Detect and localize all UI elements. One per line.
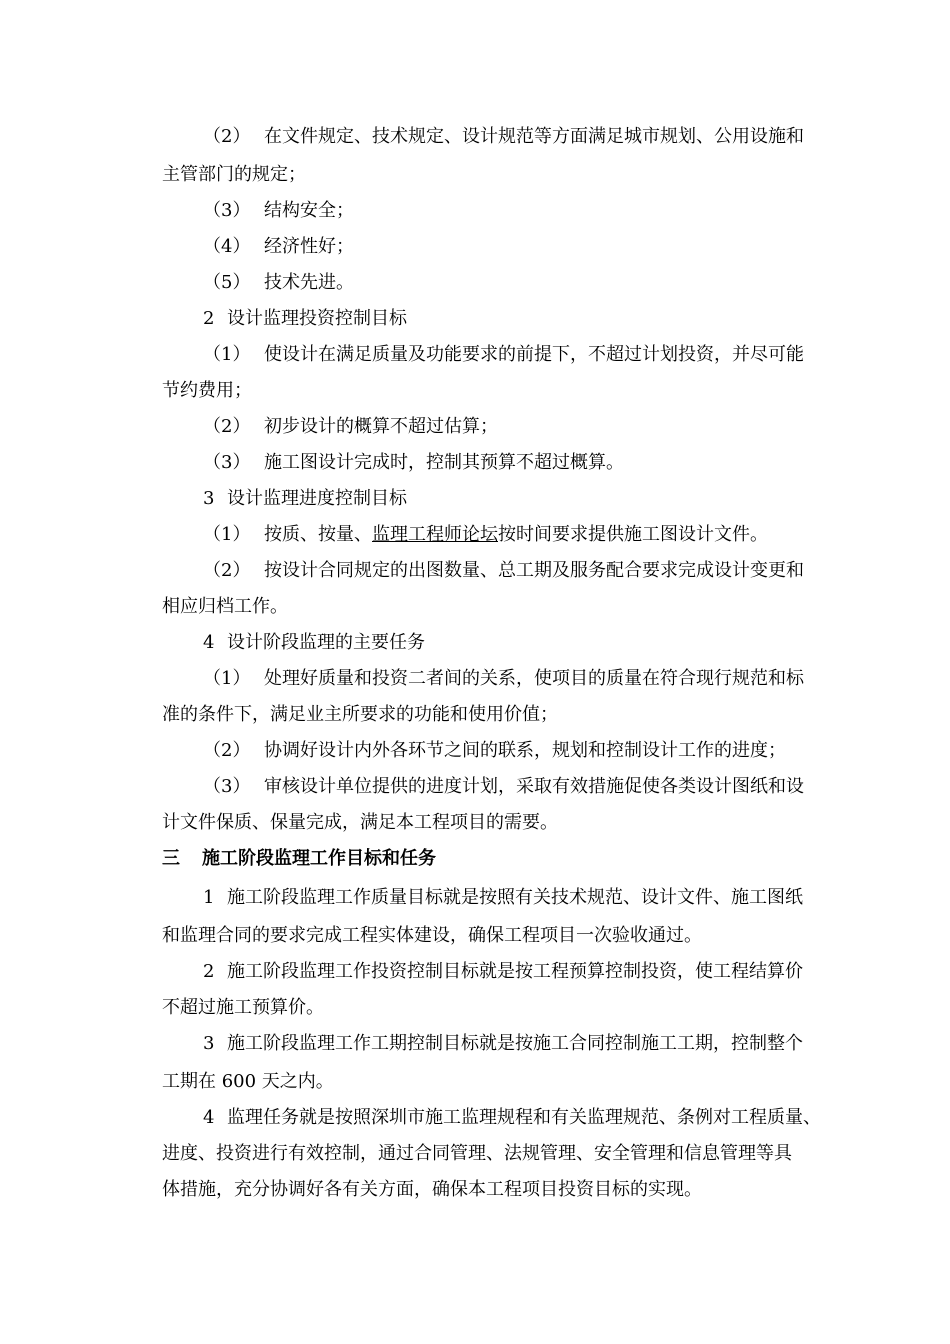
paragraph-text: 施工阶段监理工作投资控制目标就是按工程预算控制投资，使工程结算价 (227, 961, 803, 982)
section-heading (0, 481, 950, 517)
item-number: （1） (203, 344, 251, 365)
section-heading (0, 301, 950, 337)
item-number: （2） (203, 740, 251, 761)
paragraph (0, 954, 950, 990)
item-text: 协调好设计内外各环节之间的联系，规划和控制设计工作的进度； (264, 740, 786, 761)
list-item (0, 229, 950, 265)
item-number: （4） (203, 236, 251, 257)
item-number: （1） (203, 524, 251, 545)
item-text: 结构安全； (264, 200, 354, 221)
chapter-number: 三 (162, 848, 180, 869)
continuation-line (0, 1136, 950, 1172)
continuation-line (0, 1064, 950, 1100)
continuation-line (0, 990, 950, 1026)
chapter-heading (0, 841, 950, 877)
item-number: （3） (203, 452, 251, 473)
section-title: 设计监理投资控制目标 (227, 308, 407, 329)
item-text: 初步设计的概算不超过估算； (264, 416, 498, 437)
item-number: （2） (203, 126, 251, 147)
list-item (0, 337, 950, 373)
continuation-line (0, 157, 950, 193)
continuation-line (0, 697, 950, 733)
item-number: （1） (203, 668, 251, 689)
item-number: 2 (203, 961, 215, 982)
item-text: 准的条件下，满足业主所要求的功能和使用价值； (162, 704, 558, 725)
paragraph-text: 进度、投资进行有效控制，通过合同管理、法规管理、安全管理和信息管理等具 (162, 1143, 792, 1164)
item-number: （5） (203, 272, 251, 293)
item-number: （3） (203, 200, 251, 221)
item-number: （2） (203, 416, 251, 437)
section-title: 设计阶段监理的主要任务 (227, 632, 425, 653)
list-item (0, 445, 950, 481)
item-text: 审核设计单位提供的进度计划，采取有效措施促使各类设计图纸和设 (264, 776, 804, 797)
item-text: 使设计在满足质量及功能要求的前提下，不超过计划投资，并尽可能 (264, 344, 804, 365)
section-number: 2 (203, 308, 215, 329)
item-number: 3 (203, 1033, 215, 1054)
list-item (0, 265, 950, 301)
item-text: 处理好质量和投资二者间的关系，使项目的质量在符合现行规范和标 (264, 668, 804, 689)
paragraph (0, 1100, 950, 1136)
list-item (0, 409, 950, 445)
list-item (0, 517, 950, 553)
section-heading (0, 625, 950, 661)
item-text: 按设计合同规定的出图数量、总工期及服务配合要求完成设计变更和 (264, 560, 804, 581)
section-number: 3 (203, 488, 215, 509)
continuation-line (0, 373, 950, 409)
item-text: 在文件规定、技术规定、设计规范等方面满足城市规划、公用设施和 (264, 126, 804, 147)
paragraph-text: 施工阶段监理工作质量目标就是按照有关技术规范、设计文件、施工图纸 (227, 887, 803, 908)
section-title: 设计监理进度控制目标 (227, 488, 407, 509)
paragraph-text: 监理任务就是按照深圳市施工监理规程和有关监理规范、条例对工程质量、 (227, 1107, 821, 1128)
item-number: （3） (203, 776, 251, 797)
forum-link[interactable]: 监理工程师论坛 (372, 524, 498, 545)
item-text: 主管部门的规定； (162, 164, 306, 185)
continuation-line (0, 918, 950, 954)
item-text: 计文件保质、保量完成，满足本工程项目的需要。 (162, 812, 558, 833)
paragraph (0, 1026, 950, 1062)
list-item (0, 733, 950, 769)
paragraph (0, 880, 950, 916)
item-text: 按时间要求提供施工图设计文件。 (498, 524, 768, 545)
item-text: 按质、按量、 (264, 524, 372, 545)
list-item (0, 193, 950, 229)
list-item (0, 769, 950, 805)
item-text: 相应归档工作。 (162, 596, 288, 617)
item-text: 节约费用； (162, 380, 252, 401)
item-text: 经济性好； (264, 236, 354, 257)
item-text: 施工图设计完成时，控制其预算不超过概算。 (264, 452, 624, 473)
paragraph-text: 工期在 600 天之内。 (162, 1071, 334, 1092)
item-number: 1 (203, 887, 215, 908)
list-item (0, 553, 950, 589)
section-number: 4 (203, 632, 215, 653)
list-item (0, 119, 950, 155)
paragraph-text: 体措施，充分协调好各有关方面，确保本工程项目投资目标的实现。 (162, 1179, 702, 1200)
chapter-title: 施工阶段监理工作目标和任务 (202, 848, 436, 869)
item-number: 4 (203, 1107, 215, 1128)
paragraph-text: 和监理合同的要求完成工程实体建设，确保工程项目一次验收通过。 (162, 925, 702, 946)
item-text: 技术先进。 (264, 272, 354, 293)
continuation-line (0, 589, 950, 625)
paragraph-text: 不超过施工预算价。 (162, 997, 324, 1018)
continuation-line (0, 805, 950, 841)
list-item (0, 661, 950, 697)
continuation-line (0, 1172, 950, 1208)
item-number: （2） (203, 560, 251, 581)
paragraph-text: 施工阶段监理工作工期控制目标就是按施工合同控制施工工期，控制整个 (227, 1033, 803, 1054)
